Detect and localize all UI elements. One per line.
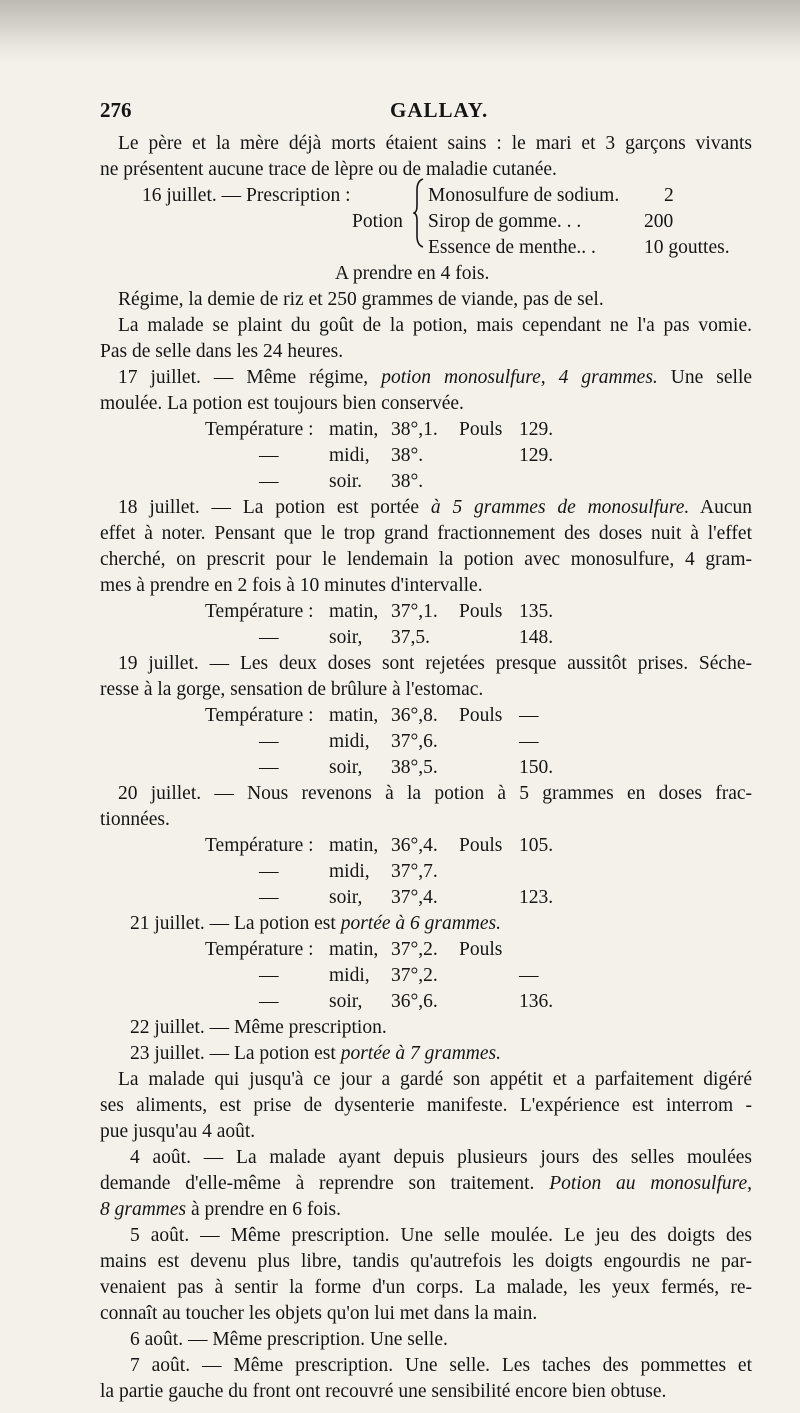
text-line: mes à prendre en 2 fois à 10 minutes d'intervalle. — [100, 575, 483, 596]
emphasis: portée à 6 grammes. — [340, 913, 502, 934]
text-line: La malade se plaint du goût de la potion, mais cependant ne l'a pas vomie. — [118, 315, 752, 336]
ingredient-quantity: 200 — [644, 211, 674, 232]
emphasis: à 5 grammes de monosulfure. — [430, 497, 690, 518]
text-line: tionnées. — [100, 809, 170, 830]
text-line: ses aliments, est prise de dysenterie manifeste. L'expérience est interrom - — [100, 1095, 752, 1116]
emphasis: portée à 7 grammes. — [340, 1043, 502, 1064]
emphasis: Potion au monosulfure, — [549, 1173, 753, 1194]
text-line: 17 juillet. — Même régime, potion monosulfure, 4 grammes. Une selle — [118, 367, 753, 388]
text-line: 8 grammes à prendre en 6 fois. — [100, 1199, 341, 1220]
potion-label: Potion — [352, 211, 403, 232]
ingredient-quantity: 10 gouttes. — [644, 237, 730, 258]
text-line: connaît au toucher les objets qu'on lui met dans la main. — [100, 1303, 538, 1324]
text-line: effet à noter. Pensant que le trop grand fractionnement des doses nuit à l'effet — [100, 523, 752, 544]
book-page: 276 GALLAY. Le père et la mère déjà morts étaient sains : le mari et 3 garçons vivants ne présentent aucune trace de lèpre ou de maladie cutanée. 16 juillet. — Prescription : Potion Monosulfure de sodium. 2 Sirop de gomme. . . 200 Essence de menthe.. . 10 gouttes. A prendre en 4 fois. Régime, la demie de riz et 250 grammes de viande, pas de sel. La malade se plaint du goût de la potion, mais cependant ne l'a pas vomie. Pas de selle dans les 24 heures. 17 juillet. — Même régime, potion monosulfure, 4 grammes. Une selle moulée. La potion est toujours bien conservée. Température : matin, 38°,1. Pouls 129. — midi, 38°. 129. — soir. 38°. 18 juillet. — La potion est portée à 5 grammes de monosulfure. Aucun effet à noter. Pensant que le trop grand fractionnement des doses nuit à l'effet cherché, on prescrit pour le lendemain la potion avec monosulfure, 4 gram- mes à prendre en 2 fois à 10 minutes d'intervalle. Température : matin, 37°,1. Pouls 135. — soir, 37,5. 148. 19 juillet. — Les deux doses sont rejetées presque aussitôt prises. Séche- resse à la gorge, sensation de brûlure à l'estomac. Température : matin, 36°,8. Pouls — — midi, 37°,6. — — soir, 38°,5. 150. 20 juillet. — Nous revenons à la potion à 5 grammes en doses frac- tionnées. Température : matin, 36°,4. Pouls 105. — midi, 37°,7. — soir, 37°,4. 123. 21 juillet. — La potion est portée à 6 grammes. Température : matin, 37°,2. Pouls — midi, 37°,2. — — soir, 36°,6. 136. 22 juillet. — Même prescription. 23 juillet. — La potion est portée à 7 grammes. La malade qui jusqu'à ce jour a gardé son appétit et a parfaitement digéré ses aliments, est prise de dysenterie manifeste. L'expérience est interrom - pue jusqu'au 4 août. 4 août. — La malade ayant depuis plusieurs jours des selles moulées demande d'elle-même à reprendre son traitement. Potion au monosulfure, 8 grammes à prendre en 6 fois. 5 août. — Même prescription. Une selle moulée. Le jeu des doigts des mains est devenu plus libre, tandis qu'autrefois les doigts engourdis ne par- venaient pas à sentir la forme d'un corps. La malade, les yeux fermés, re- connaît au toucher les objets qu'on lui met dans la main. 6 août. — Même prescription. Une selle. 7 août. — Même prescription. Une selle. Les taches des pommettes et la partie gauche du front ont recouvré une sensibilité encore bien obtuse. — [0, 0, 800, 1413]
ingredient-name: Sirop de gomme. . . — [428, 211, 582, 232]
prescription-item — [428, 183, 758, 209]
text-line: 22 juillet. — Même prescription. — [130, 1017, 387, 1038]
brace-icon — [413, 178, 425, 248]
text-line: 23 juillet. — La potion est portée à 7 grammes. — [130, 1043, 502, 1064]
prescription-item — [428, 235, 758, 261]
ingredient-name: Essence de menthe.. . — [428, 237, 596, 258]
text-line: 7 août. — Même prescription. Une selle. Les taches des pommettes et — [130, 1355, 752, 1376]
emphasis: potion monosulfure, 4 grammes. — [381, 367, 658, 388]
prescription-item — [428, 209, 758, 235]
text-line: 5 août. — Même prescription. Une selle moulée. Le jeu des doigts des — [130, 1225, 752, 1246]
text-line: 21 juillet. — La potion est portée à 6 grammes. — [130, 913, 502, 934]
text-line: Régime, la demie de riz et 250 grammes de viande, pas de sel. — [118, 289, 604, 310]
text-line: 19 juillet. — Les deux doses sont rejetées presque aussitôt prises. Séche- — [118, 653, 752, 674]
prescription-date: 16 juillet. — Prescription : — [142, 185, 351, 206]
text-line: 18 juillet. — La potion est portée à 5 grammes de monosulfure. Aucun — [118, 497, 752, 518]
text-line: pue jusqu'au 4 août. — [100, 1121, 256, 1142]
running-head: GALLAY. — [390, 98, 489, 122]
text-line: cherché, on prescrit pour le lendemain la potion avec monosulfure, 4 gram- — [100, 549, 752, 570]
text-line: 6 août. — Même prescription. Une selle. — [130, 1329, 448, 1350]
text-line: Le père et la mère déjà morts étaient sains : le mari et 3 garçons vivants — [118, 133, 752, 154]
ingredient-quantity: 2 — [664, 185, 674, 206]
emphasis: 8 grammes — [100, 1199, 187, 1220]
text-line: moulée. La potion est toujours bien conservée. — [100, 393, 464, 414]
text-line: Pas de selle dans les 24 heures. — [100, 341, 344, 362]
scan-shadow — [0, 0, 800, 62]
ingredient-name: Monosulfure de sodium. — [428, 185, 620, 206]
text-line: la partie gauche du front ont recouvré une sensibilité encore bien obtuse. — [100, 1381, 667, 1402]
text-line: resse à la gorge, sensation de brûlure à l'estomac. — [100, 679, 484, 700]
text-line: A prendre en 4 fois. — [335, 263, 490, 284]
text-line: 20 juillet. — Nous revenons à la potion à 5 grammes en doses frac- — [118, 783, 752, 804]
text-line: venaient pas à sentir la forme d'un corps. La malade, les yeux fermés, re- — [100, 1277, 752, 1298]
page-header — [100, 98, 752, 128]
text-line: demande d'elle-même à reprendre son traitement. Potion au monosulfure, — [100, 1173, 753, 1194]
text-line: ne présentent aucune trace de lèpre ou de maladie cutanée. — [100, 159, 557, 180]
page-number: 276 — [100, 98, 132, 122]
text-line: 4 août. — La malade ayant depuis plusieurs jours des selles moulées — [130, 1147, 752, 1168]
text-line: mains est devenu plus libre, tandis qu'autrefois les doigts engourdis ne par- — [100, 1251, 752, 1272]
text-line: La malade qui jusqu'à ce jour a gardé son appétit et a parfaitement digéré — [118, 1069, 752, 1090]
